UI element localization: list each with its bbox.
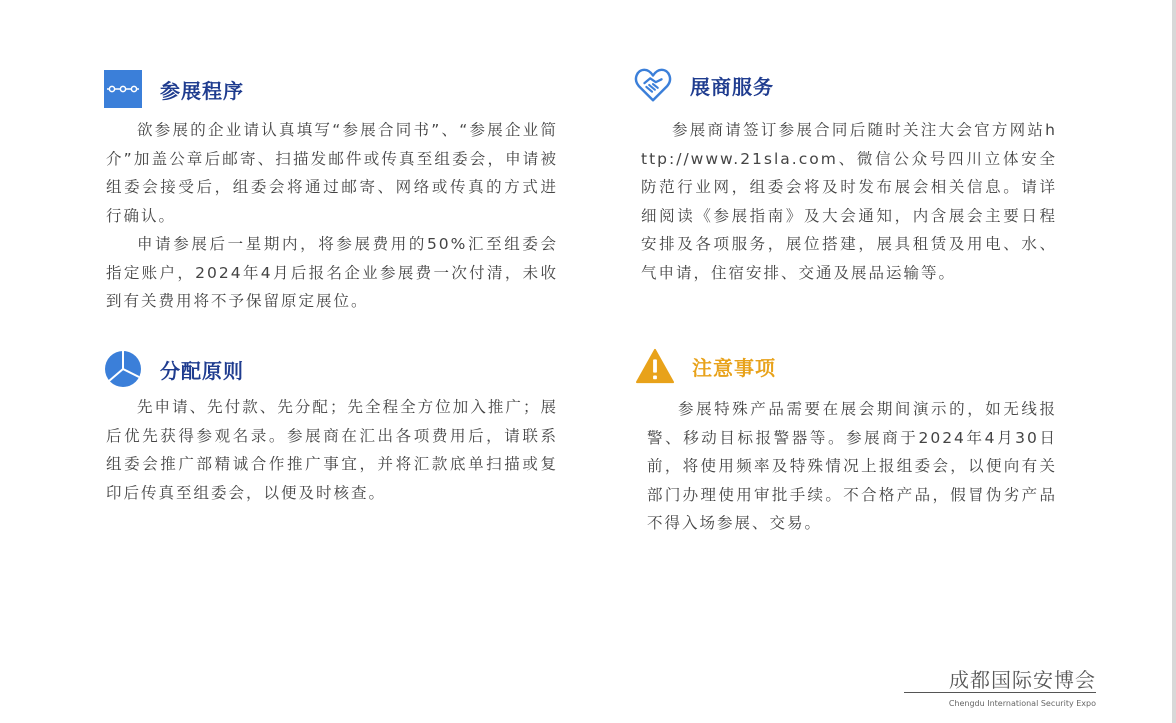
section-title-allocation: 分配原则	[160, 358, 244, 383]
process-steps-icon	[104, 70, 142, 108]
section-title-procedure: 参展程序	[160, 78, 244, 103]
page-edge	[1172, 0, 1176, 723]
paragraph: 参展商请签订参展合同后随时关注大会官方网站http://www.21sla.com、微信公众号四川立体安全防范行业网，组委会将及时发布展会相关信息。请详细阅读《参展指南》及大会通知，内含展会主要日程安排及各项服务，展位搭建，展具租赁及用电、水、气申请，住宿安排、交通及展品运输等。	[641, 121, 1057, 282]
pie-chart-icon	[104, 350, 142, 388]
paragraph: 申请参展后一星期内，将参展费用的50%汇至组委会指定账户，2024年4月后报名企业参展费一次付清，未收到有关费用将不予保留原定展位。	[106, 235, 558, 310]
section-header-allocation	[104, 350, 244, 388]
section-body-services	[641, 116, 1057, 287]
section-header-notes	[636, 347, 776, 385]
warning-triangle-icon	[636, 347, 674, 385]
section-header-services	[634, 66, 774, 104]
paragraph: 参展特殊产品需要在展会期间演示的，如无线报警、移动目标报警器等。参展商于2024年4月30日前，将使用频率及特殊情况上报组委会，以便向有关部门办理使用审批手续。不合格产品，假冒伪劣产品不得入场参展、交易。	[647, 400, 1057, 532]
footer-brand-cn: 成都国际安博会	[949, 668, 1096, 692]
footer-brand-en: Chengdu International Security Expo	[948, 699, 1096, 708]
paragraph: 欲参展的企业请认真填写“参展合同书”、“参展企业简介”加盖公章后邮寄、扫描发邮件或传真至组委会，申请被组委会接受后，组委会将通过邮寄、网络或传真的方式进行确认。	[106, 121, 558, 225]
footer-divider	[904, 692, 1096, 693]
section-body-allocation	[106, 393, 558, 507]
section-body-procedure	[106, 116, 558, 316]
paragraph: 先申请、先付款、先分配；先全程全方位加入推广；展后优先获得参观名录。参展商在汇出各项费用后，请联系组委会推广部精诚合作推广事宜，并将汇款底单扫描或复印后传真至组委会，以便及时核查。	[106, 398, 558, 502]
section-title-services: 展商服务	[690, 74, 774, 99]
handshake-heart-icon	[634, 66, 672, 104]
section-header-procedure	[104, 70, 244, 108]
section-title-notes: 注意事项	[692, 355, 776, 380]
section-body-notes	[647, 395, 1057, 538]
